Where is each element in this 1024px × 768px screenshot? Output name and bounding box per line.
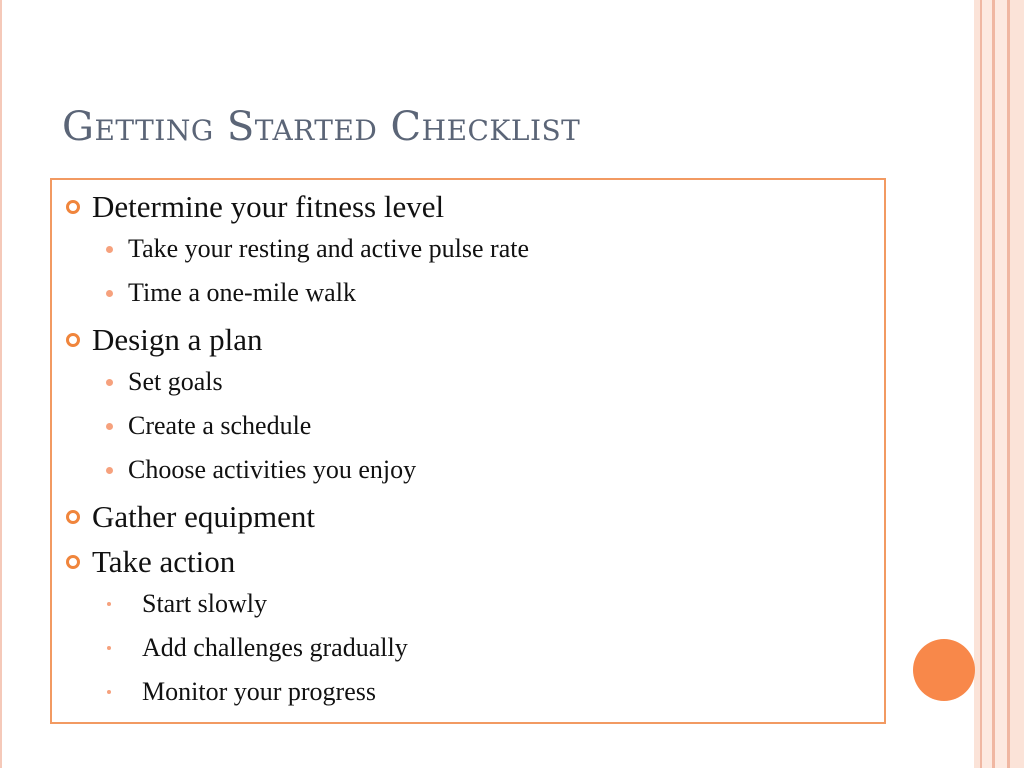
checklist-subitem-label: Create a schedule — [128, 411, 312, 440]
accent-circle — [913, 639, 975, 701]
ring-bullet-icon — [66, 333, 80, 347]
checklist-item — [66, 496, 884, 537]
checklist-subitem-label: Monitor your progress — [142, 677, 376, 706]
slide-left-border — [0, 0, 2, 768]
dot-bullet-icon — [106, 379, 113, 386]
checklist-subitem-label: Set goals — [128, 367, 223, 396]
dot-bullet-icon — [106, 423, 113, 430]
checklist-item-label: Take action — [92, 543, 236, 579]
dot-bullet-icon — [107, 602, 111, 606]
dot-bullet-icon — [106, 467, 113, 474]
decorative-stripes — [974, 0, 1024, 768]
checklist-subitem — [66, 448, 884, 492]
checklist-subitem — [66, 227, 884, 271]
stripe — [982, 0, 992, 768]
checklist-subitem — [66, 360, 884, 404]
checklist-subitem-label: Start slowly — [142, 589, 267, 618]
dot-bullet-icon — [107, 690, 111, 694]
checklist-subitem-label: Time a one-mile walk — [128, 278, 356, 307]
slide-title: Getting Started Checklist — [62, 104, 581, 150]
dot-bullet-icon — [106, 290, 113, 297]
checklist-subitem-label: Choose activities you enjoy — [128, 455, 417, 484]
stripe — [995, 0, 1007, 768]
checklist-subitem — [66, 670, 884, 714]
checklist-subitem-label: Take your resting and active pulse rate — [128, 234, 530, 263]
checklist-item — [66, 541, 884, 582]
checklist-box — [50, 178, 886, 724]
checklist-item — [66, 319, 884, 360]
checklist-item-label: Design a plan — [92, 321, 263, 357]
checklist-item — [66, 186, 884, 227]
checklist-subitem — [66, 271, 884, 315]
checklist-subitem — [66, 582, 884, 626]
checklist-subitem — [66, 626, 884, 670]
checklist-item-label: Determine your fitness level — [92, 188, 445, 224]
dot-bullet-icon — [106, 246, 113, 253]
ring-bullet-icon — [66, 555, 80, 569]
checklist-subitem-label: Add challenges gradually — [142, 633, 408, 662]
dot-bullet-icon — [107, 646, 111, 650]
checklist-subitem — [66, 404, 884, 448]
ring-bullet-icon — [66, 510, 80, 524]
stripe — [1010, 0, 1024, 768]
checklist-item-label: Gather equipment — [92, 498, 315, 534]
ring-bullet-icon — [66, 200, 80, 214]
